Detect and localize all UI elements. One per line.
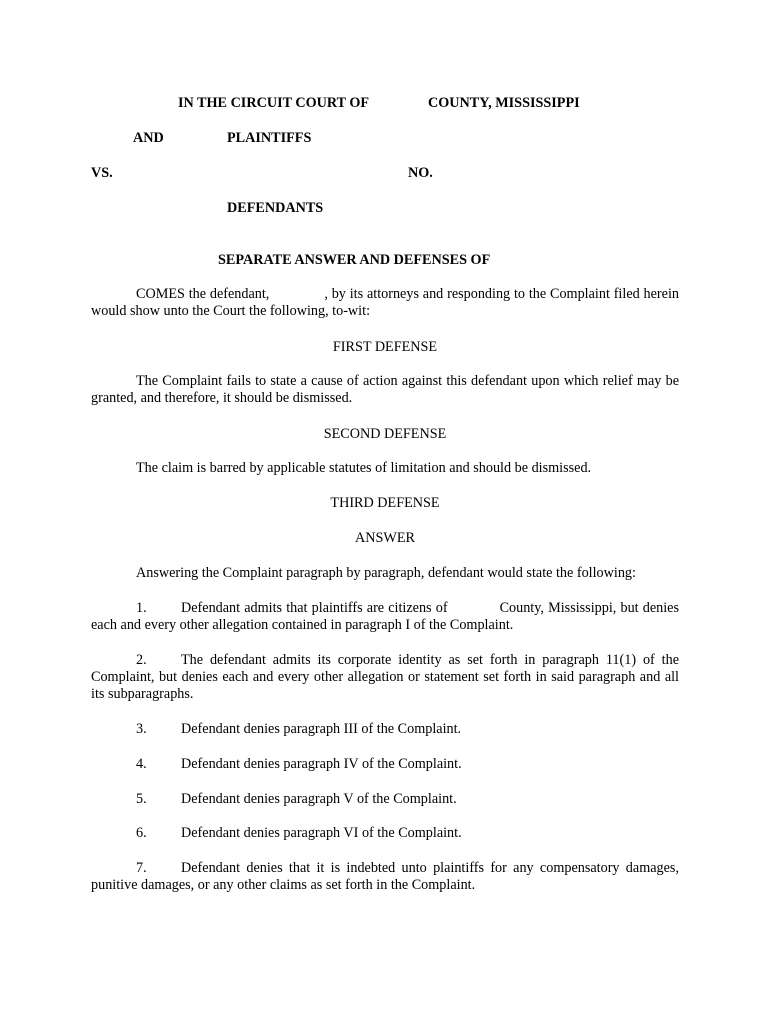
first-defense-text: The Complaint fails to state a cause of action against this defendant upon which relief may be granted, and therefore, it should be dismissed. [91,373,679,406]
paragraph-number: 1. [136,600,147,616]
paragraph-text: The defendant admits its corporate identity as set forth in paragraph 11(1) of the Complaint, but denies each and every other allegation or statement set forth in said paragraph and all its subparagraphs. [91,652,679,702]
paragraph-number: 3. [136,721,147,737]
third-defense-heading: THIRD DEFENSE [330,495,440,511]
paragraph-number: 4. [136,756,147,772]
caption-plaintiffs: PLAINTIFFS [227,130,312,146]
answer-paragraph-4 [91,756,679,773]
intro-paragraph [91,286,679,320]
answer-intro: Answering the Complaint paragraph by paragraph, defendant would state the following: [136,565,636,581]
caption-case-number: NO. [408,165,433,181]
answer-heading: ANSWER [355,530,415,546]
caption-defendants: DEFENDANTS [227,200,324,216]
caption-and: AND [133,130,164,146]
paragraph-text: Defendant denies paragraph III of the Complaint. [181,721,462,737]
paragraph-text: Defendant denies paragraph IV of the Complaint. [181,756,462,772]
second-defense-heading: SECOND DEFENSE [323,426,447,442]
paragraph-text: Defendant denies paragraph VI of the Complaint. [181,825,462,841]
paragraph-text: Defendant denies that it is indebted unto plaintiffs for any compensatory damages, punitive damages, or any other claims as set forth in the Complaint. [91,860,679,893]
answer-paragraph-5 [91,791,679,808]
caption-vs: VS. [91,165,113,181]
answer-paragraph-1 [91,600,679,634]
intro-part-1: COMES the defendant, [136,286,270,302]
answer-paragraph-3 [91,721,679,738]
answer-paragraph-7 [91,860,679,894]
answer-paragraph-2 [91,652,679,703]
court-county-right: COUNTY, MISSISSIPPI [428,95,580,111]
paragraph-number: 2. [136,652,147,668]
intro-part-2: , by its attorneys and responding to the Complaint filed herein would show unto the Court the following, to-wit: [91,286,679,319]
court-name-left: IN THE CIRCUIT COURT OF [178,95,370,111]
paragraph-number: 6. [136,825,147,841]
second-defense-text: The claim is barred by applicable statutes of limitation and should be dismissed. [136,460,592,476]
document-title: SEPARATE ANSWER AND DEFENSES OF [218,252,491,268]
paragraph-number: 5. [136,791,147,807]
paragraph-text-b: County, Mississippi, but denies each and every other allegation contained in paragraph I of the Complaint. [91,600,680,633]
answer-paragraph-6 [91,825,679,842]
paragraph-number: 7. [136,860,147,876]
first-defense-heading: FIRST DEFENSE [332,339,438,355]
paragraph-text-a: Defendant admits that plaintiffs are citizens of [181,600,448,616]
paragraph-text: Defendant denies paragraph V of the Complaint. [181,791,457,807]
